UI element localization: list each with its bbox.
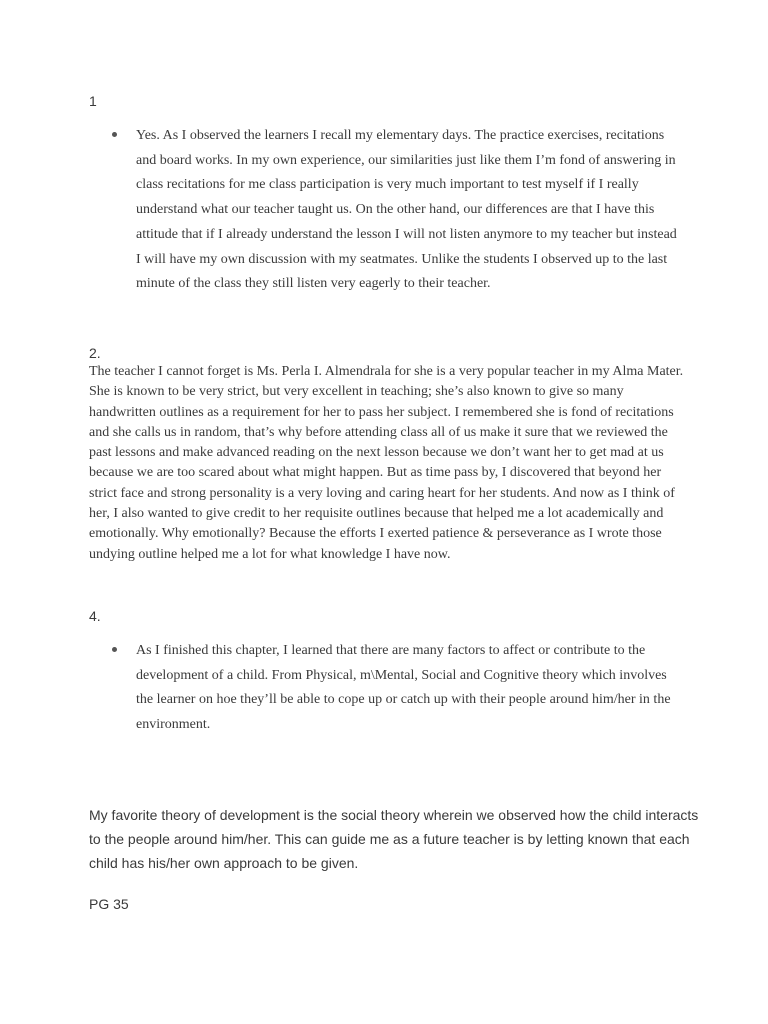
section-2-paragraph: The teacher I cannot forget is Ms. Perla I. Almendrala for she is a very popular teacher in my Alma Mater. She is known to be very strict, but very excellent in teaching; she’s also known to give so many handwritten outlines as a requirement for her to pass her subject. I remembered she is fond of recitations and she calls us in random, that’s why before attending class all of us make it sure that we reviewed the past lessons and make advanced reading on the next lesson because we don’t want her to get mad at us because we are too scared about what might happen. But as time pass by, I discovered that beyond her strict face and strong personality is a very loving and caring heart for her students. And now as I think of her, I also wanted to give credit to her requisite outlines because that helped me a lot academically and emotionally. Why emotionally? Because the efforts I exerted patience & perseverance as I wrote those undying outline helped me a lot for what knowledge I have now. bbox=[89, 364, 684, 562]
section-4-number: 4. bbox=[89, 608, 101, 624]
bullet-icon bbox=[112, 132, 117, 137]
section-2-number: 2. bbox=[89, 345, 101, 361]
favorite-theory-paragraph: My favorite theory of development is the social theory wherein we observed how the child interacts to the people around him/her. This can guide me as a future teacher is by letting known that each child has his/her own approach to be given. bbox=[89, 807, 699, 871]
section-4-bullet-text: As I finished this chapter, I learned that there are many factors to affect or contribute to the development of a child. From Physical, m\Mental, Social and Cognitive theory which involves the learner on hoe they’ll be able to cope up or catch up with their people around him/her in the environment. bbox=[136, 643, 671, 733]
page-label: PG 35 bbox=[89, 896, 129, 912]
section-4-bullet bbox=[112, 639, 682, 738]
section-1-number: 1 bbox=[89, 93, 97, 109]
bullet-icon bbox=[112, 647, 117, 652]
section-1-bullet bbox=[112, 124, 682, 297]
section-1-bullet-text: Yes. As I observed the learners I recall my elementary days. The practice exercises, recitations and board works. In my own experience, our similarities just like them I’m fond of answering in class recitations for me class participation is very much important to test myself if I really understand what our teacher taught us. On the other hand, our differences are that I have this attitude that if I already understand the lesson I will not listen anymore to my teacher but instead I will have my own discussion with my seatmates. Unlike the students I observed up to the last minute of the class they still listen very eagerly to their teacher. bbox=[136, 128, 677, 292]
